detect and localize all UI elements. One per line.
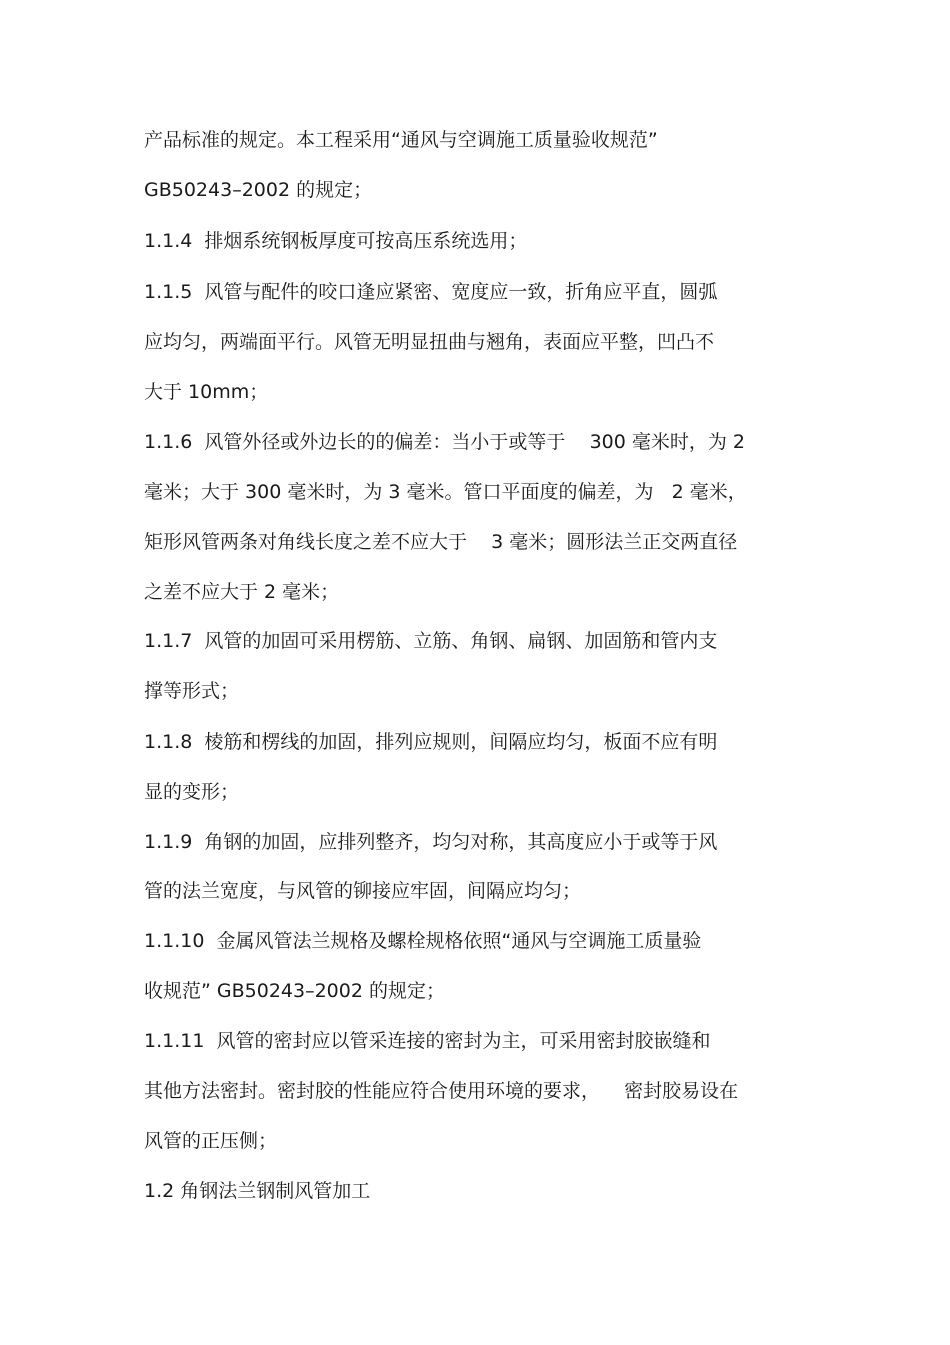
text-line: 其他方法密封。密封胶的性能应符合使用环境的要求， 密封胶易设在 bbox=[144, 1080, 739, 1102]
text-line: 显的变形； bbox=[144, 781, 240, 803]
text-line: 之差不应大于 2 毫米； bbox=[144, 581, 340, 603]
text-line: 撑等形式； bbox=[144, 680, 240, 702]
text-line: 大于 10mm； bbox=[144, 381, 269, 403]
text-line: 1.1.5 风管与配件的咬口逢应紧密、宽度应一致，折角应平直，圆弧 bbox=[144, 281, 718, 303]
text-line: 1.1.11 风管的密封应以管采连接的密封为主，可采用密封胶嵌缝和 bbox=[144, 1030, 711, 1052]
text-line: 风管的正压侧； bbox=[144, 1130, 278, 1152]
section-heading: 1.2 角钢法兰钢制风管加工 bbox=[144, 1180, 371, 1202]
text-line: 1.1.8 棱筋和楞线的加固，排列应规则，间隔应均匀，板面不应有明 bbox=[144, 731, 718, 753]
text-line: 1.1.10 金属风管法兰规格及螺栓规格依照“通风与空调施工质量验 bbox=[144, 930, 702, 952]
text-line: 管的法兰宽度，与风管的铆接应牢固，间隔应均匀； bbox=[144, 880, 582, 902]
text-line: 矩形风管两条对角线长度之差不应大于 3 毫米；圆形法兰正交两直径 bbox=[144, 531, 738, 553]
text-line: 1.1.7 风管的加固可采用楞筋、立筋、角钢、扁钢、加固筋和管内支 bbox=[144, 630, 718, 652]
text-line: 1.1.6 风管外径或外边长的的偏差：当小于或等于 300 毫米时，为 2 bbox=[144, 431, 746, 453]
text-line: 应均匀，两端面平行。风管无明显扭曲与翘角，表面应平整，凹凸不 bbox=[144, 331, 715, 353]
text-line: 收规范” GB50243–2002 的规定； bbox=[144, 980, 445, 1002]
text-line: 1.1.9 角钢的加固，应排列整齐，均匀对称，其高度应小于或等于风 bbox=[144, 831, 718, 853]
text-line: GB50243–2002 的规定； bbox=[144, 179, 373, 201]
text-line: 毫米；大于 300 毫米时，为 3 毫米。管口平面度的偏差，为 2 毫米， bbox=[144, 481, 747, 503]
text-line: 产品标准的规定。本工程采用“通风与空调施工质量验收规范” bbox=[144, 129, 658, 151]
text-line: 1.1.4 排烟系统钢板厚度可按高压系统选用； bbox=[144, 230, 528, 252]
